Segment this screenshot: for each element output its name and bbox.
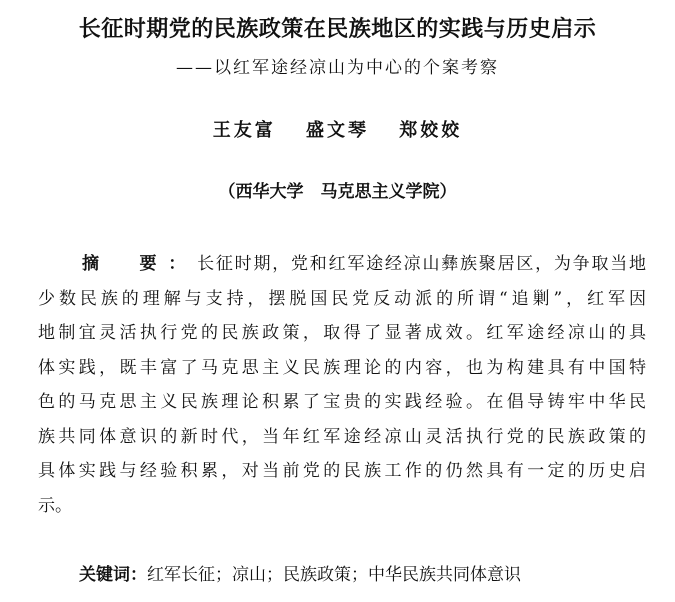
author-name: 盛文琴 <box>306 120 369 141</box>
abstract-text: 长征时期，党和红军途经凉山彝族聚居区，为争取当地 <box>197 254 646 274</box>
author-affiliation: （西华大学 马克思主义学院） <box>218 182 457 202</box>
abstract <box>38 247 646 523</box>
abstract-line: 具体实践与经验积累，对当前党的民族工作的仍然具有一定的历史启 <box>38 461 646 481</box>
abstract-line <box>38 247 646 282</box>
author-name: 郑姣姣 <box>399 120 463 141</box>
paper-subtitle: ——以红军途经凉山为中心的个案考察 <box>176 58 499 78</box>
keywords <box>79 562 521 588</box>
abstract-line: 示。 <box>38 495 72 516</box>
abstract-line: 体实践，既丰富了马克思主义民族理论的内容，也为构建具有中国特 <box>38 357 646 378</box>
paper-title: 长征时期党的民族政策在民族地区的实践与历史启示 <box>78 16 597 42</box>
abstract-line: 少数民族的理解与支持，摆脱国民党反动派的所谓“追剿”，红军因 <box>38 288 646 309</box>
keywords-text: 红军长征；凉山；民族政策；中华民族共同体意识 <box>147 565 521 585</box>
keywords-label: 关键词： <box>79 565 147 585</box>
abstract-line: 色的马克思主义民族理论积累了宝贵的实践经验。在倡导铸牢中华民 <box>38 392 646 412</box>
author-list <box>0 118 675 144</box>
abstract-label: 摘 要： <box>82 254 198 274</box>
abstract-line: 地制宜灵活执行党的民族政策，取得了显著成效。红军途经凉山的具 <box>38 323 646 343</box>
author-name: 王友富 <box>212 120 276 141</box>
abstract-line: 族共同体意识的新时代，当年红军途经凉山灵活执行党的民族政策的 <box>38 426 646 447</box>
